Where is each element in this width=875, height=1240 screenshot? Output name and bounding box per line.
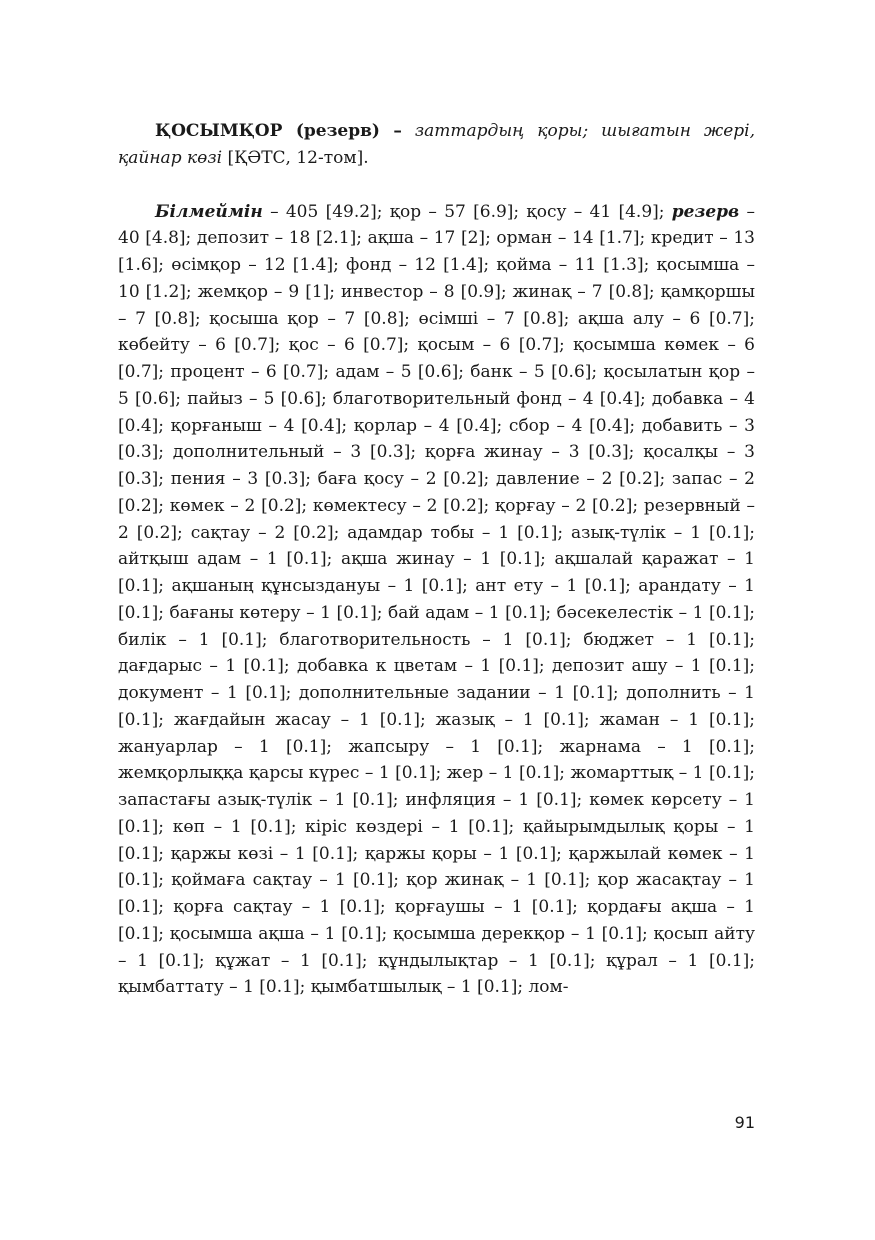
- headword: ҚОСЫМҚОР (резерв) –: [155, 121, 402, 141]
- responses-paragraph: [118, 199, 755, 1002]
- responses-text-part2: – 40 [4.8]; депозит – 18 [2.1]; ақша – 17 [2]; орман – 14 [1.7]; кредит – 13 [1.6]; өсімқор – 12 [1.4]; фонд – 12 [1.4]; қойма – 11 [1.3]; қосымша – 10 [1.2]; жемқор – 9 [1]; инвестор – 8 [0.9]; жинақ – 7 [0.8]; қамқоршы – 7 [0.8]; қосыша қор – 7 [0.8]; өсімші – 7 [0.8]; ақша алу – 6 [0.7]; көбейту – 6 [0.7]; қос – 6 [0.7]; қосым – 6 [0.7]; қосымша көмек – 6 [0.7]; процент – 6 [0.7]; адам – 5 [0.6]; банк – 5 [0.6]; қосылатын қор – 5 [0.6]; пайыз – 5 [0.6]; благотворительный фонд – 4 [0.4]; добавка – 4 [0.4]; қорғаныш – 4 [0.4]; қорлар – 4 [0.4]; сбор – 4 [0.4]; добавить – 3 [0.3]; дополнительный – 3 [0.3]; қорға жинау – 3 [0.3]; қосалқы – 3 [0.3]; пения – 3 [0.3]; баға қосу – 2 [0.2]; давление – 2 [0.2]; запас – 2 [0.2]; көмек – 2 [0.2]; көмектесу – 2 [0.2]; қорғау – 2 [0.2]; резервный – 2 [0.2]; сақтау – 2 [0.2]; адамдар тобы – 1 [0.1]; азық-түлік – 1 [0.1]; айтқыш адам – 1 [0.1]; ақша жинау – 1 [0.1]; ақшалай қаражат – 1 [0.1]; ақшаның құнсыздануы – 1 [0.1]; ант ету – 1 [0.1]; арандату – 1 [0.1]; бағаны көтеру – 1 [0.1]; бай адам – 1 [0.1]; бәсекелестік – 1 [0.1]; билік – 1 [0.1]; благотворительность – 1 [0.1]; бюджет – 1 [0.1]; дағдарыс – 1 [0.1]; добавка к цветам – 1 [0.1]; депозит ашу – 1 [0.1]; документ – 1 [0.1]; дополнительные задании – 1 [0.1]; дополнить – 1 [0.1]; жағдайын жасау – 1 [0.1]; жазық – 1 [0.1]; жаман – 1 [0.1]; жануарлар – 1 [0.1]; жапсыру – 1 [0.1]; жарнама – 1 [0.1]; жемқорлыққа қарсы күрес – 1 [0.1]; жер – 1 [0.1]; жомарттық – 1 [0.1]; запастағы азық-түлік – 1 [0.1]; инфляция – 1 [0.1]; көмек көрсету – 1 [0.1]; көп – 1 [0.1]; кіріс көздері – 1 [0.1]; қайырымдылық қоры – 1 [0.1]; қаржы көзі – 1 [0.1]; қаржы қоры – 1 [0.1]; қаржылай көмек – 1 [0.1]; қоймаға сақтау – 1 [0.1]; қор жинақ – 1 [0.1]; қор жасақтау – 1 [0.1]; қорға сақтау – 1 [0.1]; қорғаушы – 1 [0.1]; қордағы ақша – 1 [0.1]; қосымша ақша – 1 [0.1]; қосымша дерекқор – 1 [0.1]; қосып айту – 1 [0.1]; құжат – 1 [0.1]; құндылықтар – 1 [0.1]; құрал – 1 [0.1]; қымбаттату – 1 [0.1]; қымбатшылық – 1 [0.1]; лом-: [118, 201, 756, 998]
- definition-paragraph: [118, 118, 755, 172]
- responses-text-part1: – 405 [49.2]; қор – 57 [6.9]; қосу – 41 [4.9];: [262, 201, 672, 222]
- responses-label: Білмеймін: [155, 201, 263, 222]
- page-number: 91: [734, 1113, 755, 1132]
- definition-source: [ҚӘТС, 12-том].: [222, 147, 369, 168]
- headword-gloss: заттардың қоры; шығатын жері, қайнар көзі: [118, 121, 756, 168]
- responses-highlighted-term: резерв: [671, 201, 740, 222]
- page-content: [118, 118, 755, 1001]
